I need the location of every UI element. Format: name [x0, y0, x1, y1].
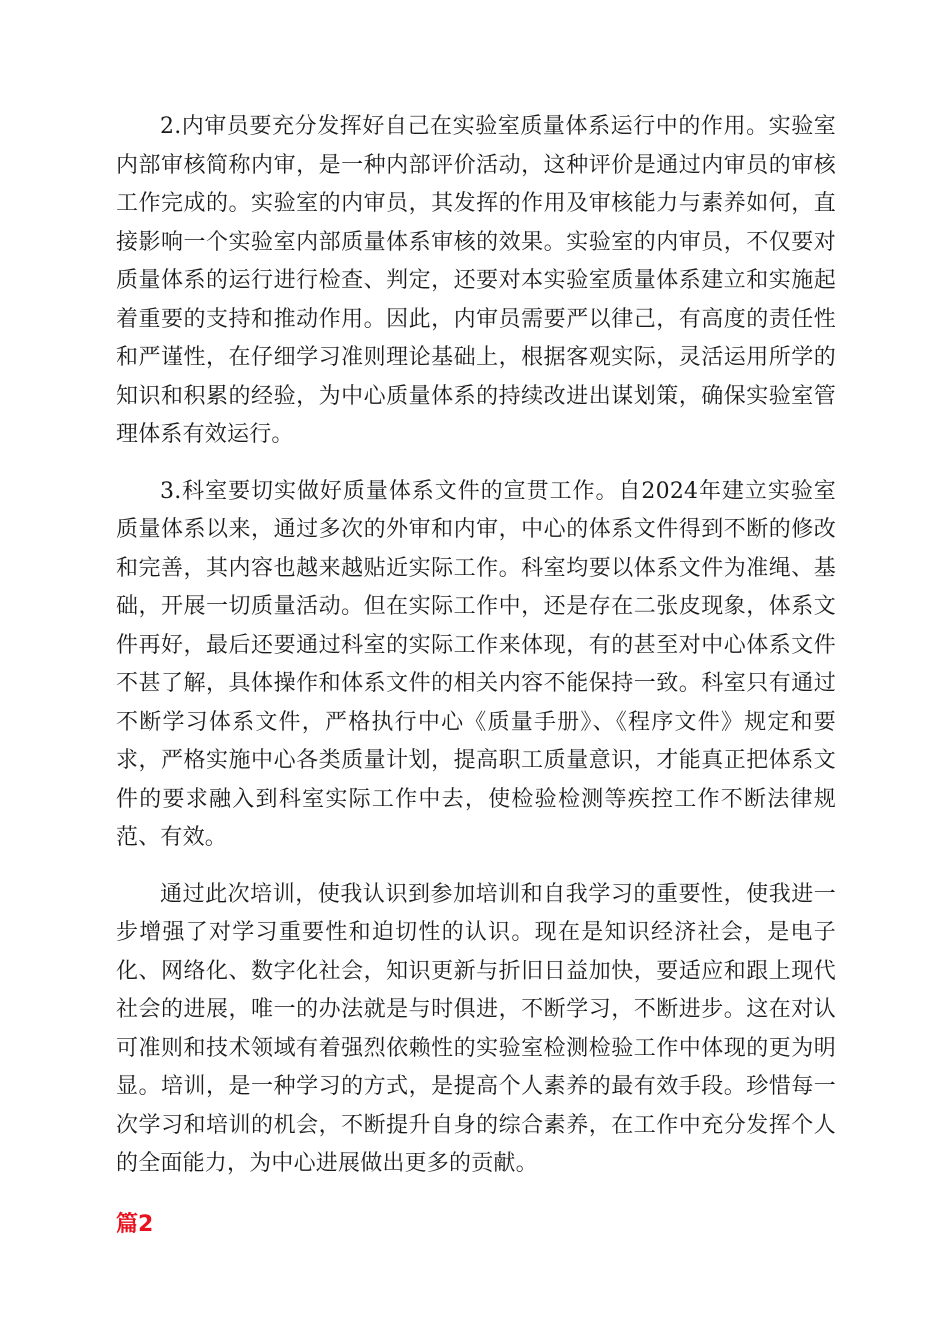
- paragraph-training-conclusion: 通过此次培训，使我认识到参加培训和自我学习的重要性，使我进一步增强了对学习重要性和迫切性的认识。现在是知识经济社会，是电子化、网络化、数字化社会，知识更新与折旧日益加快，要适应和跟上现代社会的进展，唯一的办法就是与时俱进，不断学习，不断进步。这在对认可准则和技术领域有着强烈依赖性的实验室检测检验工作中体现的更为明显。培训，是一种学习的方式，是提高个人素养的最有效手段。珍惜每一次学习和培训的机会，不断提升自身的综合素养，在工作中充分发挥个人的全面能力，为中心进展做出更多的贡献。: [116, 881, 836, 1176]
- section-heading: 篇2: [116, 1211, 154, 1237]
- paragraph-internal-auditor: 2.内审员要充分发挥好自己在实验室质量体系运行中的作用。实验室内部审核简称内审，是一种内部评价活动，这种评价是通过内审员的审核工作完成的。实验室的内审员，其发挥的作用及审核能力与素养如何，直接影响一个实验室内部质量体系审核的效果。实验室的内审员，不仅要对质量体系的运行进行检查、判定，还要对本实验室质量体系建立和实施起着重要的支持和推动作用。因此，内审员需要严以律己，有高度的责任性和严谨性，在仔细学习准则理论基础上，根据客观实际，灵活运用所学的知识和积累的经验，为中心质量体系的持续改进出谋划策，确保实验室管理体系有效运行。: [116, 114, 836, 447]
- paragraph-system-documents: 3.科室要切实做好质量体系文件的宣贯工作。自2024年建立实验室质量体系以来，通过多次的外审和内审，中心的体系文件得到不断的修改和完善，其内容也越来越贴近实际工作。科室均要以体系文件为准绳、基础，开展一切质量活动。但在实际工作中，还是存在二张皮现象，体系文件再好，最后还要通过科室的实际工作来体现，有的甚至对中心体系文件不甚了解，具体操作和体系文件的相关内容不能保持一致。科室只有通过不断学习体系文件，严格执行中心《质量手册》、《程序文件》规定和要求，严格实施中心各类质量计划，提高职工质量意识，才能真正把体系文件的要求融入到科室实际工作中去，使检验检测等疾控工作不断法律规范、有效。: [116, 478, 836, 850]
- document-page: [116, 108, 836, 1240]
